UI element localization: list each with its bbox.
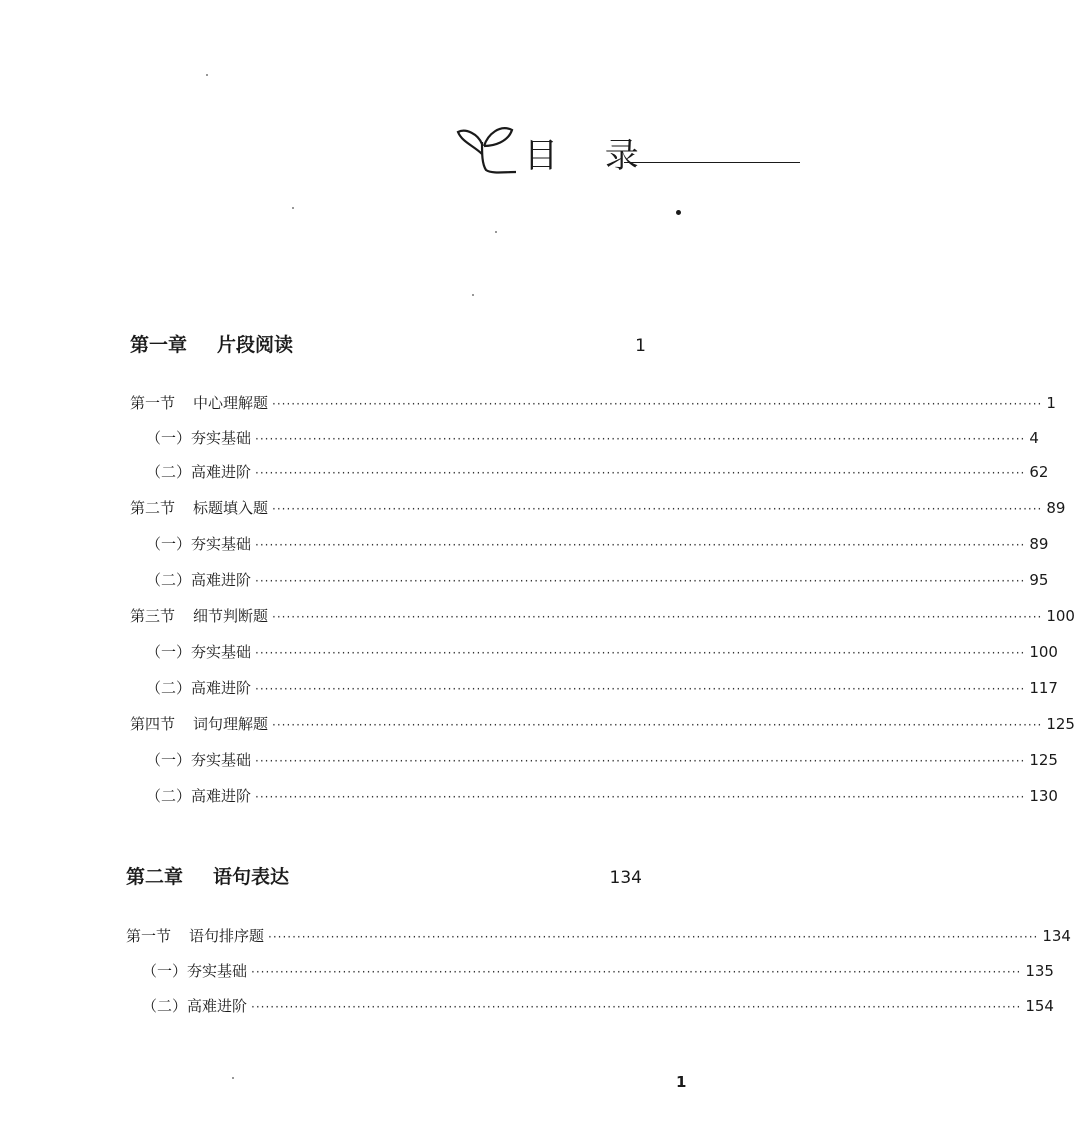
chapter-label: 第一章 [130,334,188,356]
entry-page-number: 125 [1029,751,1058,769]
toc-section-entry[interactable] [130,392,1056,414]
entry-page-number: 134 [1042,927,1071,945]
entry-page-number: 125 [1046,715,1075,733]
dot-leader: ································································································································································ [255,646,1026,660]
entry-page-number: 135 [1025,962,1054,980]
chapter-heading[interactable] [126,862,642,888]
dot-leader: ································································································································································ [255,754,1026,768]
toc-subsection-entry[interactable] [146,749,1058,771]
entry-label: 第四节 [130,715,176,733]
entry-label: （二）高难进阶 [146,463,252,481]
dot-leader: ································································································································································ [255,538,1026,552]
entry-page-number: 154 [1025,997,1054,1015]
entry-label: （一）夯实基础 [142,962,248,980]
entry-label: （一）夯实基础 [146,429,252,447]
chapter-title: 片段阅读 [217,334,294,356]
toc-subsection-entry[interactable] [146,533,1049,555]
toc-subsection-entry[interactable] [146,569,1049,591]
toc-subsection-entry[interactable] [146,641,1058,663]
entry-title: 标题填入题 [193,499,269,517]
dot-leader: ································································································································································ [272,502,1043,516]
dot-leader: ································································································································································ [255,682,1026,696]
toc-subsection-entry[interactable] [142,995,1054,1017]
dot-leader: ································································································································································ [251,1000,1022,1014]
dot-leader: ································································································································································ [268,930,1039,944]
entry-page-number: 4 [1029,429,1039,447]
entry-title: 细节判断题 [193,607,269,625]
entry-page-number: 62 [1029,463,1049,481]
page-title: 目 录 [524,136,657,176]
entry-page-number: 117 [1029,679,1058,697]
entry-page-number: 95 [1029,571,1049,589]
entry-page-number: 100 [1029,643,1058,661]
chapter-heading[interactable] [130,330,646,356]
toc-subsection-entry[interactable] [146,427,1039,449]
entry-label: （一）夯实基础 [146,643,252,661]
dot-leader: ································································································································································ [255,466,1026,480]
dot-leader: ································································································································································ [255,790,1026,804]
dot-leader: ································································································································································ [272,718,1043,732]
toc-subsection-entry[interactable] [146,677,1058,699]
entry-page-number: 89 [1046,499,1066,517]
dot-leader: ································································································································································ [272,610,1043,624]
entry-label: 第三节 [130,607,176,625]
entry-label: （二）高难进阶 [146,571,252,589]
toc-section-entry[interactable] [130,605,1075,627]
page-number: 1 [676,1073,687,1091]
entry-label: （一）夯实基础 [146,535,252,553]
dot-leader: ································································································································································ [255,574,1026,588]
entry-label: （二）高难进阶 [142,997,248,1015]
entry-title: 语句排序题 [189,927,265,945]
entry-label: 第二节 [130,499,176,517]
chapter-page-number: 134 [609,868,642,888]
entry-label: （二）高难进阶 [146,787,252,805]
entry-title: 中心理解题 [193,394,269,412]
entry-title: 词句理解题 [193,715,269,733]
toc-section-entry[interactable] [130,497,1066,519]
entry-label: 第一节 [130,394,176,412]
dot-leader: ································································································································································ [255,432,1026,446]
entry-label: 第一节 [126,927,172,945]
entry-label: （一）夯实基础 [146,751,252,769]
dot-leader: ································································································································································ [272,397,1043,411]
toc-section-entry[interactable] [126,925,1071,947]
toc-section-entry[interactable] [130,713,1075,735]
dot-leader: ································································································································································ [251,965,1022,979]
chapter-label: 第二章 [126,866,184,888]
toc-subsection-entry[interactable] [146,461,1049,483]
chapter-title: 语句表达 [213,866,290,888]
toc-subsection-entry[interactable] [146,785,1058,807]
chapter-page-number: 1 [635,336,646,356]
entry-page-number: 130 [1029,787,1058,805]
entry-label: （二）高难进阶 [146,679,252,697]
entry-page-number: 89 [1029,535,1049,553]
entry-page-number: 1 [1046,394,1056,412]
toc-subsection-entry[interactable] [142,960,1054,982]
entry-page-number: 100 [1046,607,1075,625]
